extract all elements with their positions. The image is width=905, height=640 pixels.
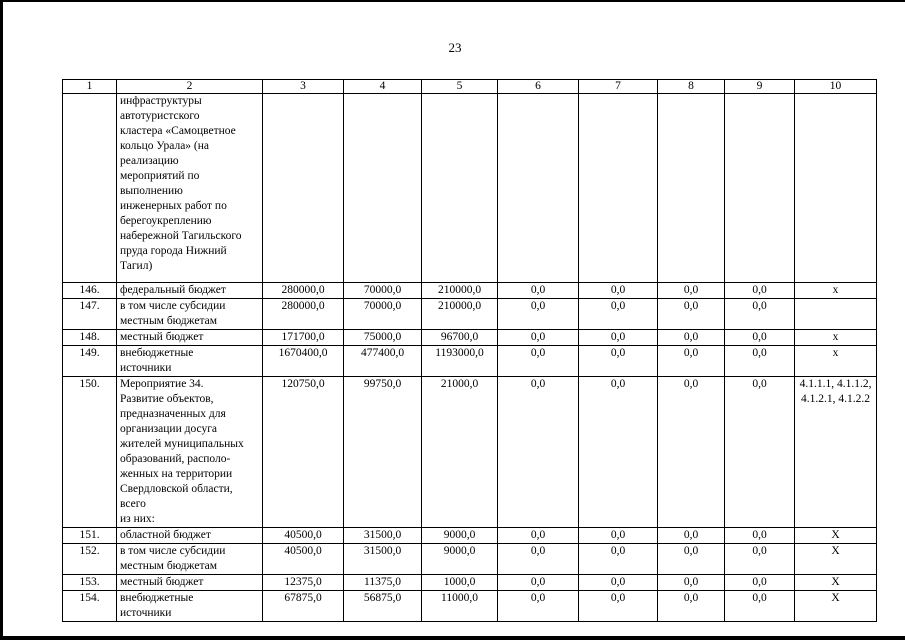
row-number: 146. xyxy=(63,283,117,299)
cell-col-8: 0,0 xyxy=(658,377,725,528)
description-line: Тагил) xyxy=(120,260,153,272)
cell-col-7: 0,0 xyxy=(579,377,658,528)
description-line: реализацию xyxy=(120,155,179,167)
cell-col-10 xyxy=(795,346,877,377)
cell-col-5: 9000,0 xyxy=(422,528,498,544)
cell-col-8 xyxy=(658,94,725,283)
description-line: кластера «Самоцветное xyxy=(120,125,236,137)
cell-col-5: 1000,0 xyxy=(422,575,498,591)
description-line: источники xyxy=(120,607,172,619)
description-line: Свердловской области, xyxy=(120,483,233,495)
reference-line: х xyxy=(832,347,839,359)
description-line: Мероприятие 34. xyxy=(120,378,204,390)
table-row xyxy=(63,544,877,575)
reference-line: х xyxy=(832,284,839,296)
cell-col-7: 0,0 xyxy=(579,528,658,544)
cell-col-5: 21000,0 xyxy=(422,377,498,528)
cell-col-10 xyxy=(795,94,877,283)
cell-col-5: 1193000,0 xyxy=(422,346,498,377)
row-description xyxy=(117,299,263,330)
cell-col-8: 0,0 xyxy=(658,528,725,544)
page-number: 23 xyxy=(448,40,462,55)
row-number: 154. xyxy=(63,591,117,622)
description-line: всего xyxy=(120,498,146,510)
cell-col-7: 0,0 xyxy=(579,330,658,346)
description-line: мероприятий по xyxy=(120,170,200,182)
description-line: областной бюджет xyxy=(120,529,211,541)
cell-col-5: 11000,0 xyxy=(422,591,498,622)
table-row xyxy=(63,528,877,544)
description-line: организации досуга xyxy=(120,423,218,435)
cell-col-3: 40500,0 xyxy=(263,528,344,544)
column-header-8: 8 xyxy=(658,80,725,94)
row-description xyxy=(117,591,263,622)
cell-col-5: 210000,0 xyxy=(422,299,498,330)
cell-col-8: 0,0 xyxy=(658,544,725,575)
row-number xyxy=(63,94,117,283)
cell-col-10 xyxy=(795,544,877,575)
row-number: 149. xyxy=(63,346,117,377)
cell-col-8: 0,0 xyxy=(658,591,725,622)
cell-col-9: 0,0 xyxy=(725,575,795,591)
cell-col-7: 0,0 xyxy=(579,591,658,622)
cell-col-3: 1670400,0 xyxy=(263,346,344,377)
description-line: инфраструктуры xyxy=(120,95,202,107)
cell-col-8: 0,0 xyxy=(658,299,725,330)
description-line: местный бюджет xyxy=(120,576,204,588)
row-description xyxy=(117,283,263,299)
cell-col-9: 0,0 xyxy=(725,377,795,528)
cell-col-10 xyxy=(795,299,877,330)
cell-col-5: 210000,0 xyxy=(422,283,498,299)
column-header-3: 3 xyxy=(263,80,344,94)
cell-col-5: 96700,0 xyxy=(422,330,498,346)
cell-col-4 xyxy=(344,94,422,283)
cell-col-9: 0,0 xyxy=(725,346,795,377)
cell-col-3: 12375,0 xyxy=(263,575,344,591)
column-header-2: 2 xyxy=(117,80,263,94)
column-header-7: 7 xyxy=(579,80,658,94)
column-header-6: 6 xyxy=(498,80,579,94)
row-number: 150. xyxy=(63,377,117,528)
row-number: 148. xyxy=(63,330,117,346)
description-line: выполнению xyxy=(120,185,183,197)
column-header-9: 9 xyxy=(725,80,795,94)
cell-col-3: 120750,0 xyxy=(263,377,344,528)
cell-col-9: 0,0 xyxy=(725,591,795,622)
description-line: жителей муниципальных xyxy=(120,438,244,450)
scan-border-bottom xyxy=(0,636,905,640)
table-row xyxy=(63,377,877,528)
cell-col-4: 70000,0 xyxy=(344,299,422,330)
cell-col-10 xyxy=(795,330,877,346)
description-line: автотуристского xyxy=(120,110,200,122)
cell-col-7: 0,0 xyxy=(579,346,658,377)
description-line: источники xyxy=(120,362,172,374)
row-number: 153. xyxy=(63,575,117,591)
row-number: 152. xyxy=(63,544,117,575)
column-header-4: 4 xyxy=(344,80,422,94)
row-description xyxy=(117,377,263,528)
cell-col-3 xyxy=(263,94,344,283)
description-line: предназначенных для xyxy=(120,408,226,420)
column-header-5: 5 xyxy=(422,80,498,94)
table-row xyxy=(63,591,877,622)
table-row xyxy=(63,299,877,330)
cell-col-3: 40500,0 xyxy=(263,544,344,575)
cell-col-6: 0,0 xyxy=(498,346,579,377)
cell-col-10 xyxy=(795,283,877,299)
cell-col-3: 280000,0 xyxy=(263,299,344,330)
cell-col-6 xyxy=(498,94,579,283)
row-number: 147. xyxy=(63,299,117,330)
description-line: местным бюджетам xyxy=(120,315,217,327)
table-header-row xyxy=(63,80,877,94)
reference-line: 4.1.2.1, 4.1.2.2 xyxy=(801,393,870,405)
cell-col-9: 0,0 xyxy=(725,544,795,575)
cell-col-7 xyxy=(579,94,658,283)
cell-col-9: 0,0 xyxy=(725,299,795,330)
reference-line: Х xyxy=(831,545,840,557)
row-description xyxy=(117,346,263,377)
reference-line: 4.1.1.1, 4.1.1.2, xyxy=(799,378,872,390)
description-line: Развитие объектов, xyxy=(120,393,214,405)
description-line: берегоукреплению xyxy=(120,215,212,227)
cell-col-4: 99750,0 xyxy=(344,377,422,528)
description-line: набережной Тагильского xyxy=(120,230,242,242)
cell-col-3: 280000,0 xyxy=(263,283,344,299)
cell-col-10 xyxy=(795,377,877,528)
description-line: кольцо Урала» (на xyxy=(120,140,210,152)
description-line: женных на территории xyxy=(120,468,233,480)
cell-col-10 xyxy=(795,528,877,544)
description-line: федеральный бюджет xyxy=(120,284,226,296)
cell-col-7: 0,0 xyxy=(579,575,658,591)
cell-col-3: 67875,0 xyxy=(263,591,344,622)
cell-col-10 xyxy=(795,575,877,591)
description-line: в том числе субсидии xyxy=(120,545,226,557)
cell-col-8: 0,0 xyxy=(658,283,725,299)
table-row xyxy=(63,94,877,283)
description-line: инженерных работ по xyxy=(120,200,227,212)
description-line: в том числе субсидии xyxy=(120,300,226,312)
reference-line: Х xyxy=(831,529,840,541)
cell-col-6: 0,0 xyxy=(498,544,579,575)
cell-col-7: 0,0 xyxy=(579,283,658,299)
cell-col-6: 0,0 xyxy=(498,299,579,330)
cell-col-5 xyxy=(422,94,498,283)
cell-col-7: 0,0 xyxy=(579,299,658,330)
table-row xyxy=(63,330,877,346)
description-line: внебюджетные xyxy=(120,592,194,604)
cell-col-6: 0,0 xyxy=(498,528,579,544)
reference-line: х xyxy=(832,331,839,343)
cell-col-4: 31500,0 xyxy=(344,544,422,575)
cell-col-9: 0,0 xyxy=(725,528,795,544)
cell-col-4: 70000,0 xyxy=(344,283,422,299)
cell-col-6: 0,0 xyxy=(498,330,579,346)
row-description xyxy=(117,544,263,575)
table-row xyxy=(63,346,877,377)
table-row xyxy=(63,283,877,299)
cell-col-6: 0,0 xyxy=(498,591,579,622)
description-line: пруда города Нижний xyxy=(120,245,227,257)
table-row xyxy=(63,575,877,591)
description-line: местный бюджет xyxy=(120,331,204,343)
cell-col-8: 0,0 xyxy=(658,346,725,377)
cell-col-9 xyxy=(725,94,795,283)
column-header-1: 1 xyxy=(63,80,117,94)
cell-col-6: 0,0 xyxy=(498,575,579,591)
description-line: внебюджетные xyxy=(120,347,194,359)
description-line: местным бюджетам xyxy=(120,560,217,572)
row-description xyxy=(117,330,263,346)
row-description xyxy=(117,528,263,544)
cell-col-4: 31500,0 xyxy=(344,528,422,544)
description-line: из них: xyxy=(120,513,155,525)
cell-col-4: 11375,0 xyxy=(344,575,422,591)
row-description xyxy=(117,94,263,283)
description-line: образований, располо- xyxy=(120,453,231,465)
reference-line: Х xyxy=(831,592,840,604)
cell-col-8: 0,0 xyxy=(658,330,725,346)
cell-col-4: 56875,0 xyxy=(344,591,422,622)
cell-col-7: 0,0 xyxy=(579,544,658,575)
cell-col-6: 0,0 xyxy=(498,377,579,528)
column-header-10: 10 xyxy=(795,80,877,94)
cell-col-6: 0,0 xyxy=(498,283,579,299)
cell-col-9: 0,0 xyxy=(725,283,795,299)
reference-line: Х xyxy=(831,576,840,588)
cell-col-4: 477400,0 xyxy=(344,346,422,377)
cell-col-4: 75000,0 xyxy=(344,330,422,346)
row-number: 151. xyxy=(63,528,117,544)
budget-table xyxy=(62,79,877,622)
cell-col-5: 9000,0 xyxy=(422,544,498,575)
cell-col-10 xyxy=(795,591,877,622)
scan-border-top xyxy=(0,0,905,2)
cell-col-8: 0,0 xyxy=(658,575,725,591)
cell-col-3: 171700,0 xyxy=(263,330,344,346)
cell-col-9: 0,0 xyxy=(725,330,795,346)
scan-border-left xyxy=(0,0,3,640)
row-description xyxy=(117,575,263,591)
